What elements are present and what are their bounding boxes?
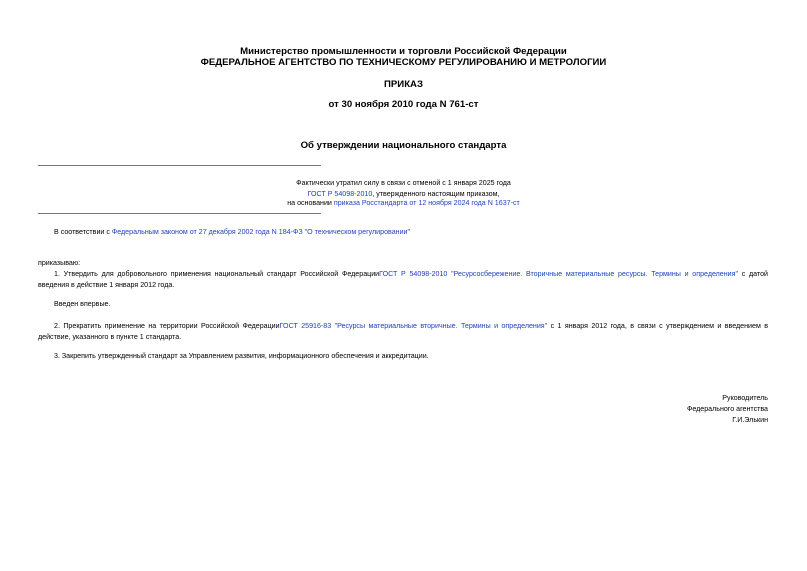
rosstandart-order-link[interactable]: приказа Росстандарта от 12 ноября 2024 года N 1637-ст (333, 199, 520, 207)
item2-text: 2. Прекратить применение на территории Российской Федерации (54, 322, 280, 330)
item1-text: 1. Утвердить для добровольного применения национальный стандарт Российской Федерации (54, 270, 380, 278)
gost-25916-link[interactable]: ГОСТ 25916-83 "Ресурсы материальные вторичные. Термины и определения" (279, 322, 548, 330)
preamble-text: В соответствии с (54, 228, 112, 236)
agency-heading: ФЕДЕРАЛЬНОЕ АГЕНТСТВО ПО ТЕХНИЧЕСКОМУ РЕГУЛИРОВАНИЮ И МЕТРОЛОГИИ (200, 57, 607, 68)
status-note-line3 (0, 198, 807, 208)
signature-name: Г.И.Элькин (732, 416, 768, 424)
order-word: приказываю: (38, 259, 81, 267)
standard-link[interactable]: ГОСТ Р 54098-2010 (307, 190, 373, 198)
top-divider (38, 165, 321, 166)
document-subject: Об утверждении национального стандарта (300, 140, 507, 151)
signature-title2: Федерального агентства (686, 405, 768, 413)
document-type: ПРИКАЗ (384, 79, 423, 90)
item3: 3. Закрепить утвержденный стандарт за Управлением развития, информационного обеспечения и аккредитации. (54, 352, 429, 360)
item1-line1 (54, 269, 768, 280)
introduced-note: Введен впервые. (54, 300, 111, 308)
status-note-line1: Фактически утратил силу в связи с отменой с 1 января 2025 года (296, 179, 511, 187)
item2-line2: действие, указанного в пункте 1 стандарта. (38, 333, 182, 341)
status-note-line2-text: , утвержденного настоящим приказом, (372, 190, 500, 198)
item2-line1 (54, 321, 768, 332)
document-date-number: от 30 ноября 2010 года N 761-ст (328, 99, 479, 110)
item2-tail: с 1 января 2012 года, в связи с утверждением и введением в (547, 322, 768, 330)
bottom-divider (38, 213, 321, 214)
signature-title1: Руководитель (722, 394, 768, 402)
ministry-heading: Министерство промышленности и торговли Российской Федерации (240, 46, 567, 57)
status-note-line3-text: на основании (287, 199, 334, 207)
item1-tail: с датой (738, 270, 768, 278)
preamble (54, 227, 410, 238)
item1-line2: введения в действие 1 января 2012 года. (38, 281, 175, 289)
federal-law-link[interactable]: Федеральным законом от 27 декабря 2002 года N 184-ФЗ "О техническом регулировании" (111, 228, 411, 236)
gost-r-54098-link[interactable]: ГОСТ Р 54098-2010 "Ресурсосбережение. Вторичные материальные ресурсы. Термины и определения" (379, 270, 738, 278)
